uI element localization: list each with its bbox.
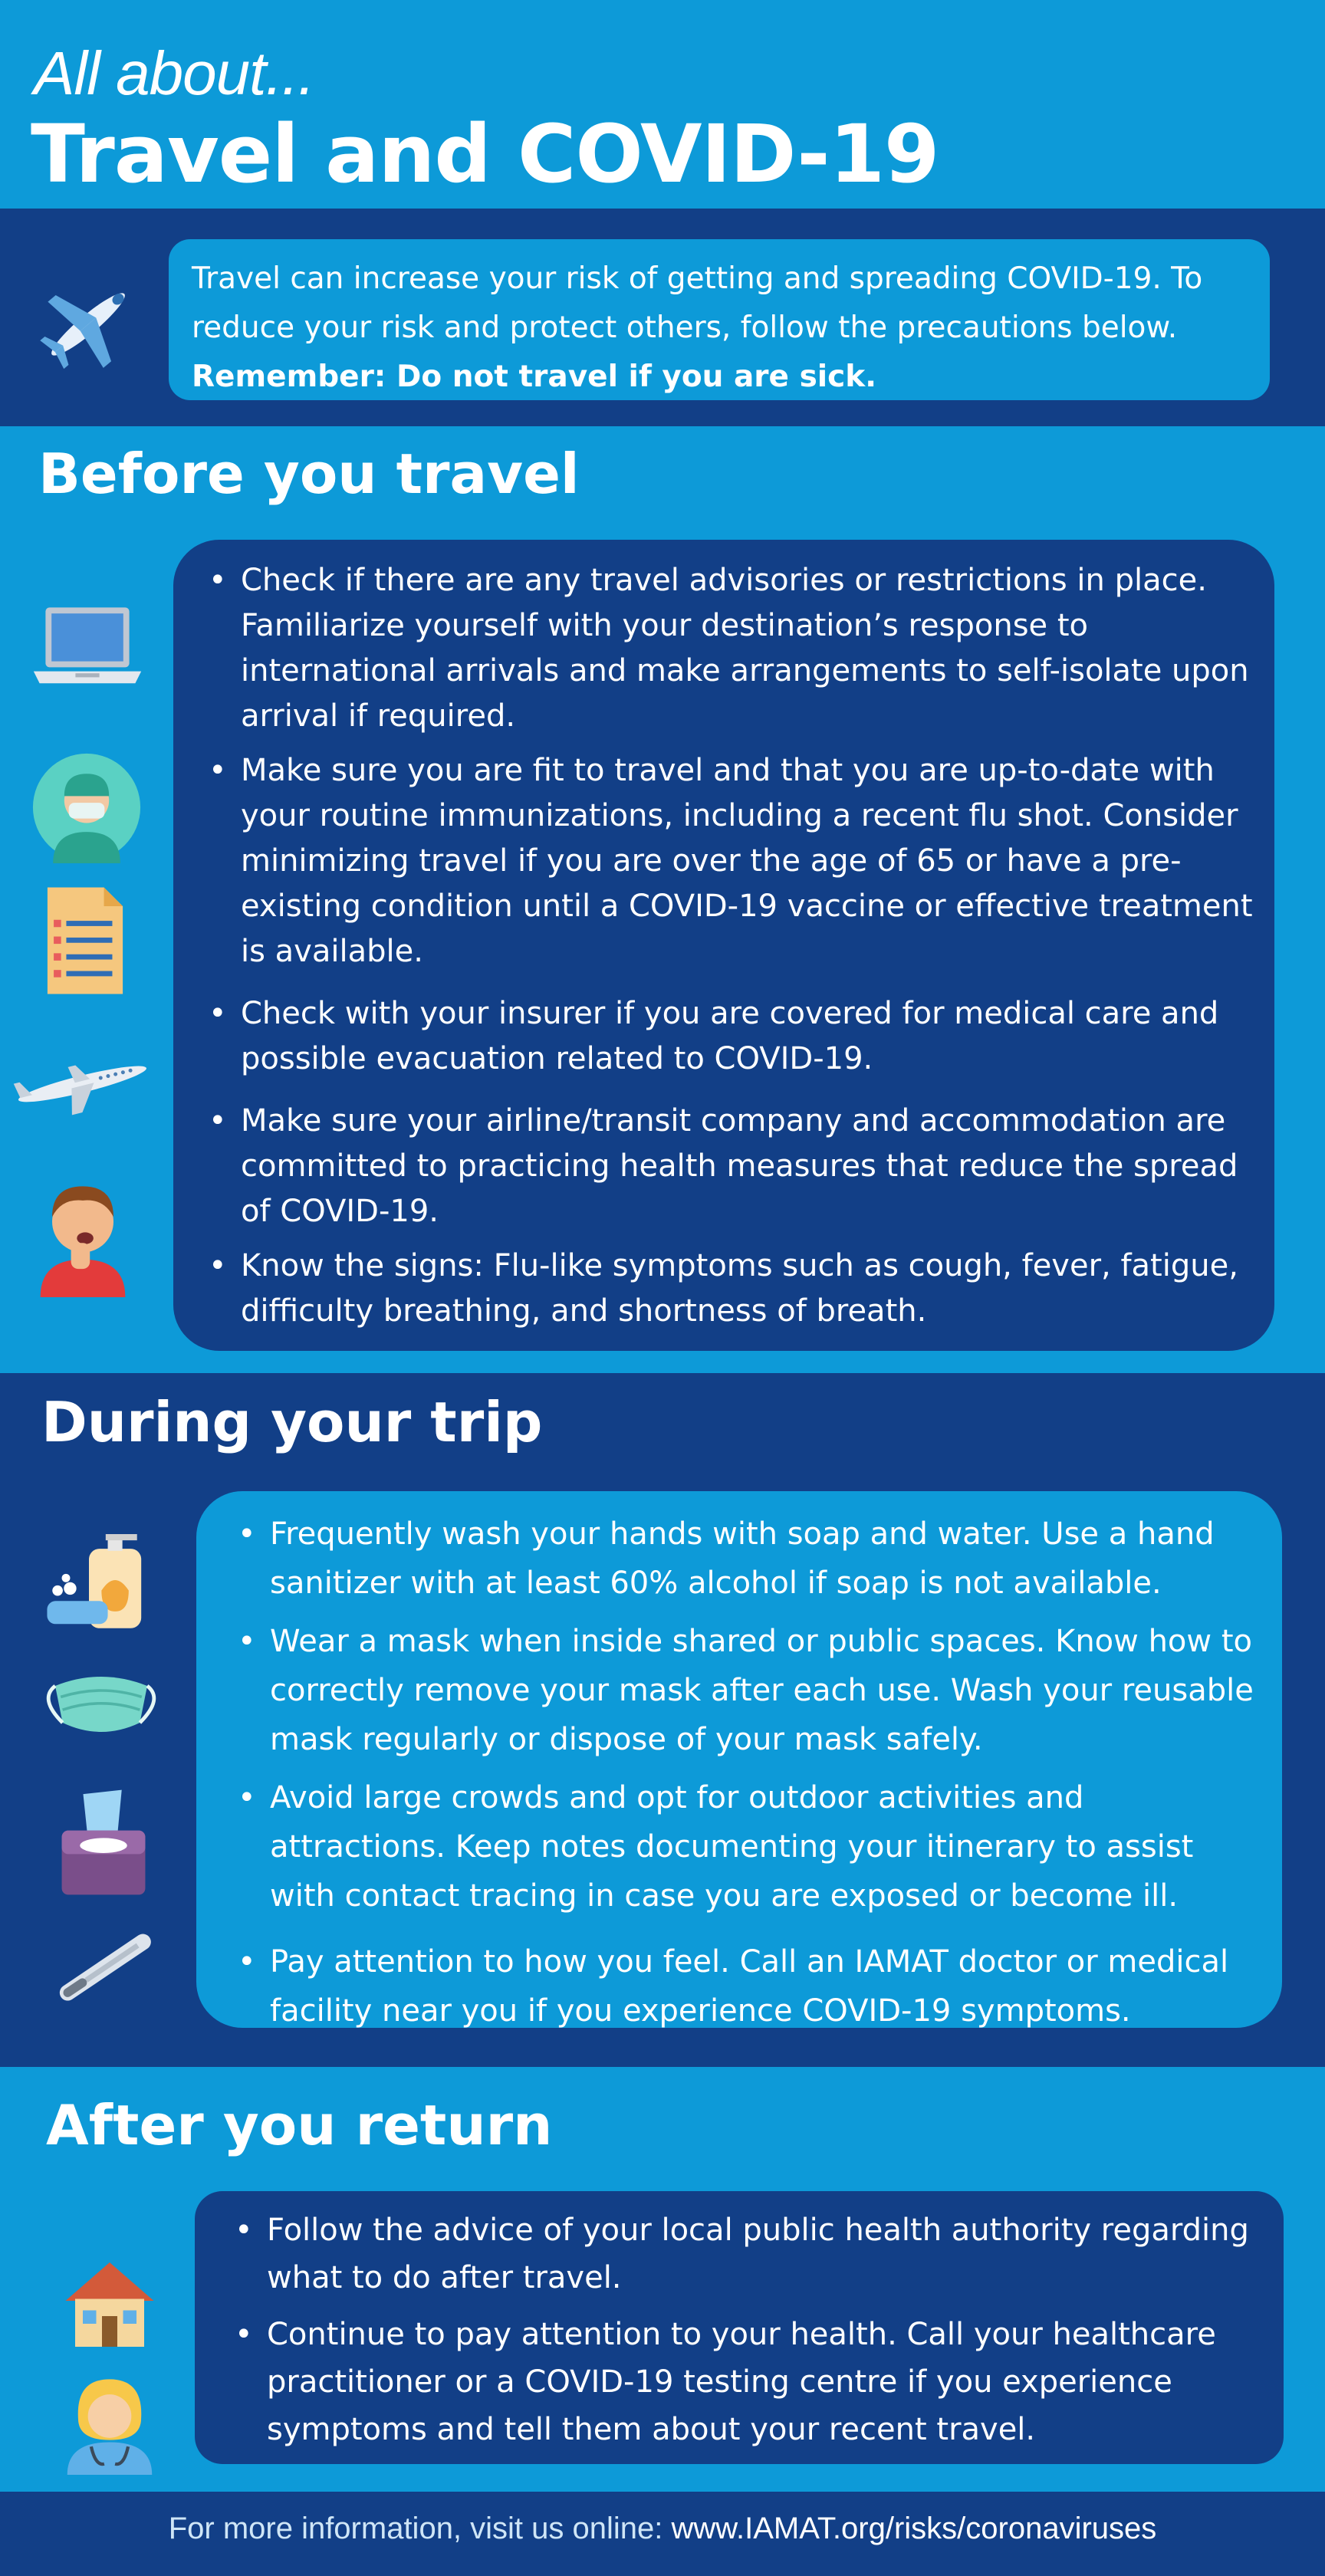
after-section xyxy=(0,2067,1325,2492)
footer-lead: For more information, visit us online: xyxy=(168,2512,672,2545)
list-item: • Follow the advice of your local public health authority regarding what to do after travel. xyxy=(235,2206,1268,2302)
page-title: Travel and COVID-19 xyxy=(31,107,939,201)
airplane-icon xyxy=(37,273,140,376)
before-section xyxy=(0,426,1325,1373)
laptop-icon xyxy=(28,600,147,699)
list-item: • Frequently wash your hands with soap and water. Use a hand sanitizer with at least 60% alcohol if soap is not available. xyxy=(238,1510,1267,1608)
checklist-icon xyxy=(43,883,127,998)
during-section xyxy=(0,1373,1325,2067)
section-title-before: Before you travel xyxy=(38,442,580,506)
section-title-after: After you return xyxy=(46,2093,553,2157)
during-panel xyxy=(196,1491,1282,2028)
soap-icon xyxy=(43,1526,158,1634)
list-item: • Make sure you are fit to travel and that you are up-to-date with your routine immunizations, including a recent flu shot. Consider minimizing travel if you are over the age of 65 or have a pre-existing condition until a COVID-19 vaccine or effective treatment is available. xyxy=(209,748,1259,974)
list-item: • Make sure your airline/transit company and accommodation are committed to practicing health measures that reduce the spread of COVID-19. xyxy=(209,1099,1259,1234)
during-list xyxy=(238,1510,1267,2036)
list-item: • Check if there are any travel advisories or restrictions in place. Familiarize yourself with your destination’s response to international arrivals and make arrangements to self-isolate upon arrival if required. xyxy=(209,558,1259,739)
list-item: • Wear a mask when inside shared or public spaces. Know how to correctly remove your mask after each use. Wash your reusable mask regularly or dispose of your mask safely. xyxy=(238,1617,1267,1764)
airliner-icon xyxy=(8,1044,156,1121)
footer-text xyxy=(0,2512,1325,2546)
section-title-during: During your trip xyxy=(41,1390,543,1454)
before-panel xyxy=(173,540,1274,1351)
list-item: • Check with your insurer if you are covered for medical care and possible evacuation related to COVID-19. xyxy=(209,991,1259,1082)
thermometer-icon xyxy=(43,1924,169,2013)
list-item: • Pay attention to how you feel. Call an IAMAT doctor or medical facility near you if you experience COVID-19 symptoms. xyxy=(238,1937,1267,2036)
intro-text: Travel can increase your risk of getting and spreading COVID-19. To reduce your risk and protect others, follow the precautions below. xyxy=(192,261,1203,345)
after-panel xyxy=(195,2191,1284,2464)
header xyxy=(0,0,1325,209)
house-icon xyxy=(61,2259,158,2351)
footer xyxy=(0,2492,1325,2576)
before-list xyxy=(209,558,1259,1334)
list-item: • Know the signs: Flu-like symptoms such as cough, fever, fatigue, difficulty breathing, and shortness of breath. xyxy=(209,1244,1259,1334)
footer-link[interactable]: www.IAMAT.org/risks/coronaviruses xyxy=(671,2512,1157,2545)
intro-warning: Remember: Do not travel if you are sick. xyxy=(192,360,877,394)
face-mask-icon xyxy=(35,1658,167,1741)
pre-title: All about... xyxy=(34,39,315,107)
intro-section xyxy=(0,209,1325,426)
list-item: • Continue to pay attention to your health. Call your healthcare practitioner or a COVID-19 testing centre if you experience symptoms and tell them about your recent travel. xyxy=(235,2311,1268,2453)
list-item: • Avoid large crowds and opt for outdoor activities and attractions. Keep notes documenting your itinerary to assist with contact tracing in case you are exposed or become ill. xyxy=(238,1773,1267,1921)
doctor-mask-icon xyxy=(31,751,143,863)
coughing-person-icon xyxy=(35,1175,130,1297)
after-list xyxy=(235,2206,1268,2453)
nurse-icon xyxy=(60,2371,159,2475)
tissue-box-icon xyxy=(55,1786,152,1899)
intro-box xyxy=(169,239,1270,400)
